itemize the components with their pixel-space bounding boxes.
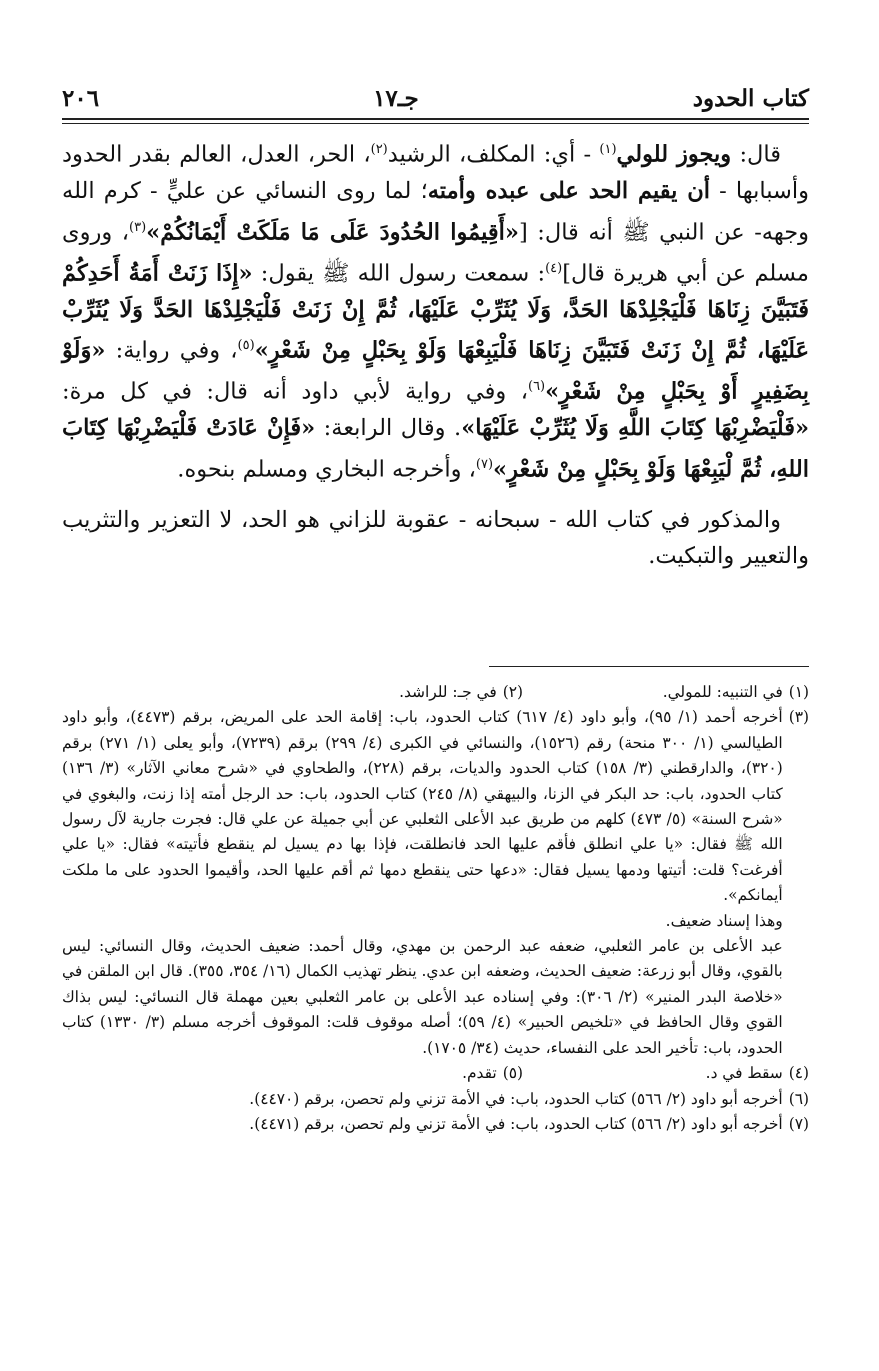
footnote-text: عبد الأعلى بن عامر الثعلبي، ضعفه عبد الرحمن بن مهدي، وقال أحمد: ضعيف الحديث، وقال النسائي: ليس بالقوي، وقال أبو زرعة: ضعيف الحديث، وضعفه ابن عدي. ينظر تهذيب الكمال (١٦/ ٣٥٤، ٣٥٥). قال ابن الملقن في «خلاصة البدر المنير» (٢/ ٣٠٦): وفي إسناده عبد الأعلى بن عامر الثعلبي بعين مهملة قال النسائي: ليس بذاك القوي وقال الحافظ في «تلخيص الحبير» (٤/ ٥٩)؛ أصله موقوف قلت: الموقوف أخرجه مسلم (٣/ ١٣٣٠) كتاب الحدود، باب: تأخير الحد على النفساء، حديث (٣٤/ ١٧٠٥). — [62, 937, 783, 1057]
footnote-text: سقط في د. — [705, 1064, 783, 1083]
footnote-4 — [529, 1061, 809, 1086]
bold-matn: أن يقيم الحد على عبده وأمته — [427, 178, 710, 204]
footnote-ref-6: (٦) — [527, 379, 546, 394]
footnote-text: في جـ: للراشد. — [399, 683, 497, 701]
footnote-number: (٢) — [502, 683, 523, 701]
footnote-ref-7: (٧) — [475, 456, 494, 472]
footnote-number: (٥) — [502, 1064, 523, 1083]
footnote-3-body — [62, 705, 783, 1061]
footnote-7 — [62, 1112, 809, 1137]
footnote-text: أخرجه أبو داود (٢/ ٥٦٦) كتاب الحدود، باب: في الأمة تزني ولم تحصن، برقم (٤٤٧٠). — [249, 1089, 783, 1108]
main-text — [62, 132, 809, 575]
hadith-quote: «أَقِيمُوا الحُدُودَ عَلَى مَا مَلَكَتْ أَيْمَانُكُمْ» — [146, 219, 519, 245]
text-run: ، وأخرجه البخاري ومسلم بنحوه. — [177, 456, 476, 482]
footnote-ref-3: (٣) — [129, 219, 147, 235]
footnotes — [62, 680, 809, 1137]
footnote-number: (٣) — [788, 708, 809, 727]
text-run: ؛ لما روى النسائي عن عليٍّ - كرم الله وجهه- عن النبي ﷺ أنه قال: [ — [62, 178, 810, 245]
book-title: كتاب الحدود — [692, 85, 809, 112]
hadith-quote: «فَإِنْ عَادَتْ فَلْيَضْرِبْهَا كِتَابَ اللهِ، ثُمَّ لْيَبِعْهَا وَلَوْ بِحَبْلٍ مِنْ شَعْرٍ» — [62, 415, 809, 482]
footnote-text: وهذا إسناد ضعيف. — [665, 911, 783, 930]
text-run: : سمعت رسول الله ﷺ يقول: — [252, 260, 546, 286]
bold-matn: ويجوز للولي — [616, 141, 732, 168]
footnote-6 — [62, 1087, 809, 1112]
footnote-number: (١) — [788, 683, 809, 701]
hadith-quote: «إِذَا زَنَتْ أَمَةُ أَحَدِكُمْ فَتَبَيَّنَ زِنَاهَا فَلْيَجْلِدْهَا الحَدَّ، وَلَا يُثَرِّبْ عَلَيْهَا، ثُمَّ إِنْ زَنَتْ فَلْيَجْلِدْهَا الحَدَّ وَلَا يُثَرِّبْ عَلَيْهَا، ثُمَّ إِنْ زَنَتْ فَتَبَيَّنَ زِنَاهَا فَلْيَبِعْهَا وَلَوْ بِحَبْلٍ مِنْ شَعْرٍ» — [62, 260, 809, 364]
footnote-number: (٦) — [788, 1089, 809, 1108]
page-number: ٢٠٦ — [62, 85, 100, 112]
text-run: ، وفي رواية: — [105, 337, 238, 364]
running-header — [62, 70, 809, 120]
footnote-5 — [462, 1061, 523, 1086]
footnote-2 — [399, 680, 523, 705]
text-run: ، الحر، العدل، العالم بقدر الحدود وأسبابها - — [62, 141, 809, 204]
main-paragraph-2: والمذكور في كتاب الله - سبحانه - عقوبة للزاني هو الحد، لا التعزير والتثريب والتعيير والتبكيت. — [62, 506, 809, 569]
footnote-row-4-5 — [62, 1061, 809, 1086]
text-run: قال: — [731, 141, 781, 168]
text-run: ، وفي رواية لأبي داود أنه قال: في كل مرة: — [62, 378, 528, 405]
text-run: . وقال الرابعة: — [315, 415, 462, 441]
footnote-ref-4: (٤) — [545, 260, 563, 276]
hadith-quote: «وَلَوْ بِضَفِيرٍ أَوْ بِحَبْلٍ مِنْ شَعْرٍ» — [62, 337, 810, 405]
header-double-rule — [62, 123, 809, 124]
footnote-number: (٤) — [788, 1064, 809, 1083]
main-paragraph-1 — [62, 132, 809, 488]
footnote-text: تقدم. — [462, 1064, 497, 1083]
text-run: ، وروى مسلم عن أبي هريرة قال] — [62, 219, 809, 286]
hadith-quote: «فَلْيَضْرِبْهَا كِتَابَ اللَّهِ وَلَا يُثَرِّبْ عَلَيْهَا» — [461, 415, 810, 441]
text-run: - أي: المكلف، الرشيد — [387, 141, 600, 168]
footnote-ref-2: (٢) — [370, 142, 388, 157]
volume-number: جـ١٧ — [373, 85, 419, 112]
footnote-text: أخرجه أبو داود (٢/ ٥٦٦) كتاب الحدود، باب: في الأمة تزني ولم تحصن، برقم (٤٤٧١). — [249, 1114, 783, 1133]
footnote-ref-5: (٥) — [237, 338, 255, 353]
footnote-row-1-2 — [62, 680, 809, 705]
footnote-number: (٧) — [788, 1114, 809, 1133]
footnote-text: أخرجه أحمد (١/ ٩٥)، وأبو داود (٤/ ٦١٧) كتاب الحدود، باب: إقامة الحد على المريض، برقم (٤٤٧٣)، وأبو داود الطيالسي (١/ ٣٠٠ منحة) رقم (١٥٢٦)، والنسائي في الكبرى (٤/ ٢٩٩) برقم (٧٢٣٩)، وأبو يعلى (١/ ٢٧١) برقم (٣٢٠)، والدارقطني (٣/ ١٥٨) كتاب الحدود والديات، برقم (٢٢٨)، والطحاوي في «شرح معاني الآثار» (٣/ ١٣٦) كتاب الحدود، باب: حد البكر في الزنا، والبيهقي (٨/ ٢٤٥) كتاب الحدود، باب: حد الرجل أمته إذا زنت، والبغوي في «شرح السنة» (٥/ ٤٧٣) كلهم من طريق عبد الأعلى الثعلبي عن أبي جميلة عن علي قال: فجرت جارية لآل رسول الله ﷺ فقال: «يا علي انطلق فأقم عليها الحد فانطلقت، فإذا بها دم يسيل لم ينقطع فأتيته» فقال: «يا علي أفرغت؟ قلت: أتيتها ودمها يسيل فقال: «دعها حتى ينقطع دمها ثم أقم عليها الحد، وأقيموا الحدود على ما ملكت أيمانكم». — [62, 708, 783, 905]
footnote-separator — [489, 666, 809, 667]
footnote-text: في التنبيه: للمولي. — [662, 683, 783, 701]
footnote-3 — [62, 705, 809, 1061]
footnote-ref-1: (١) — [599, 142, 617, 157]
footnote-1 — [529, 680, 809, 705]
